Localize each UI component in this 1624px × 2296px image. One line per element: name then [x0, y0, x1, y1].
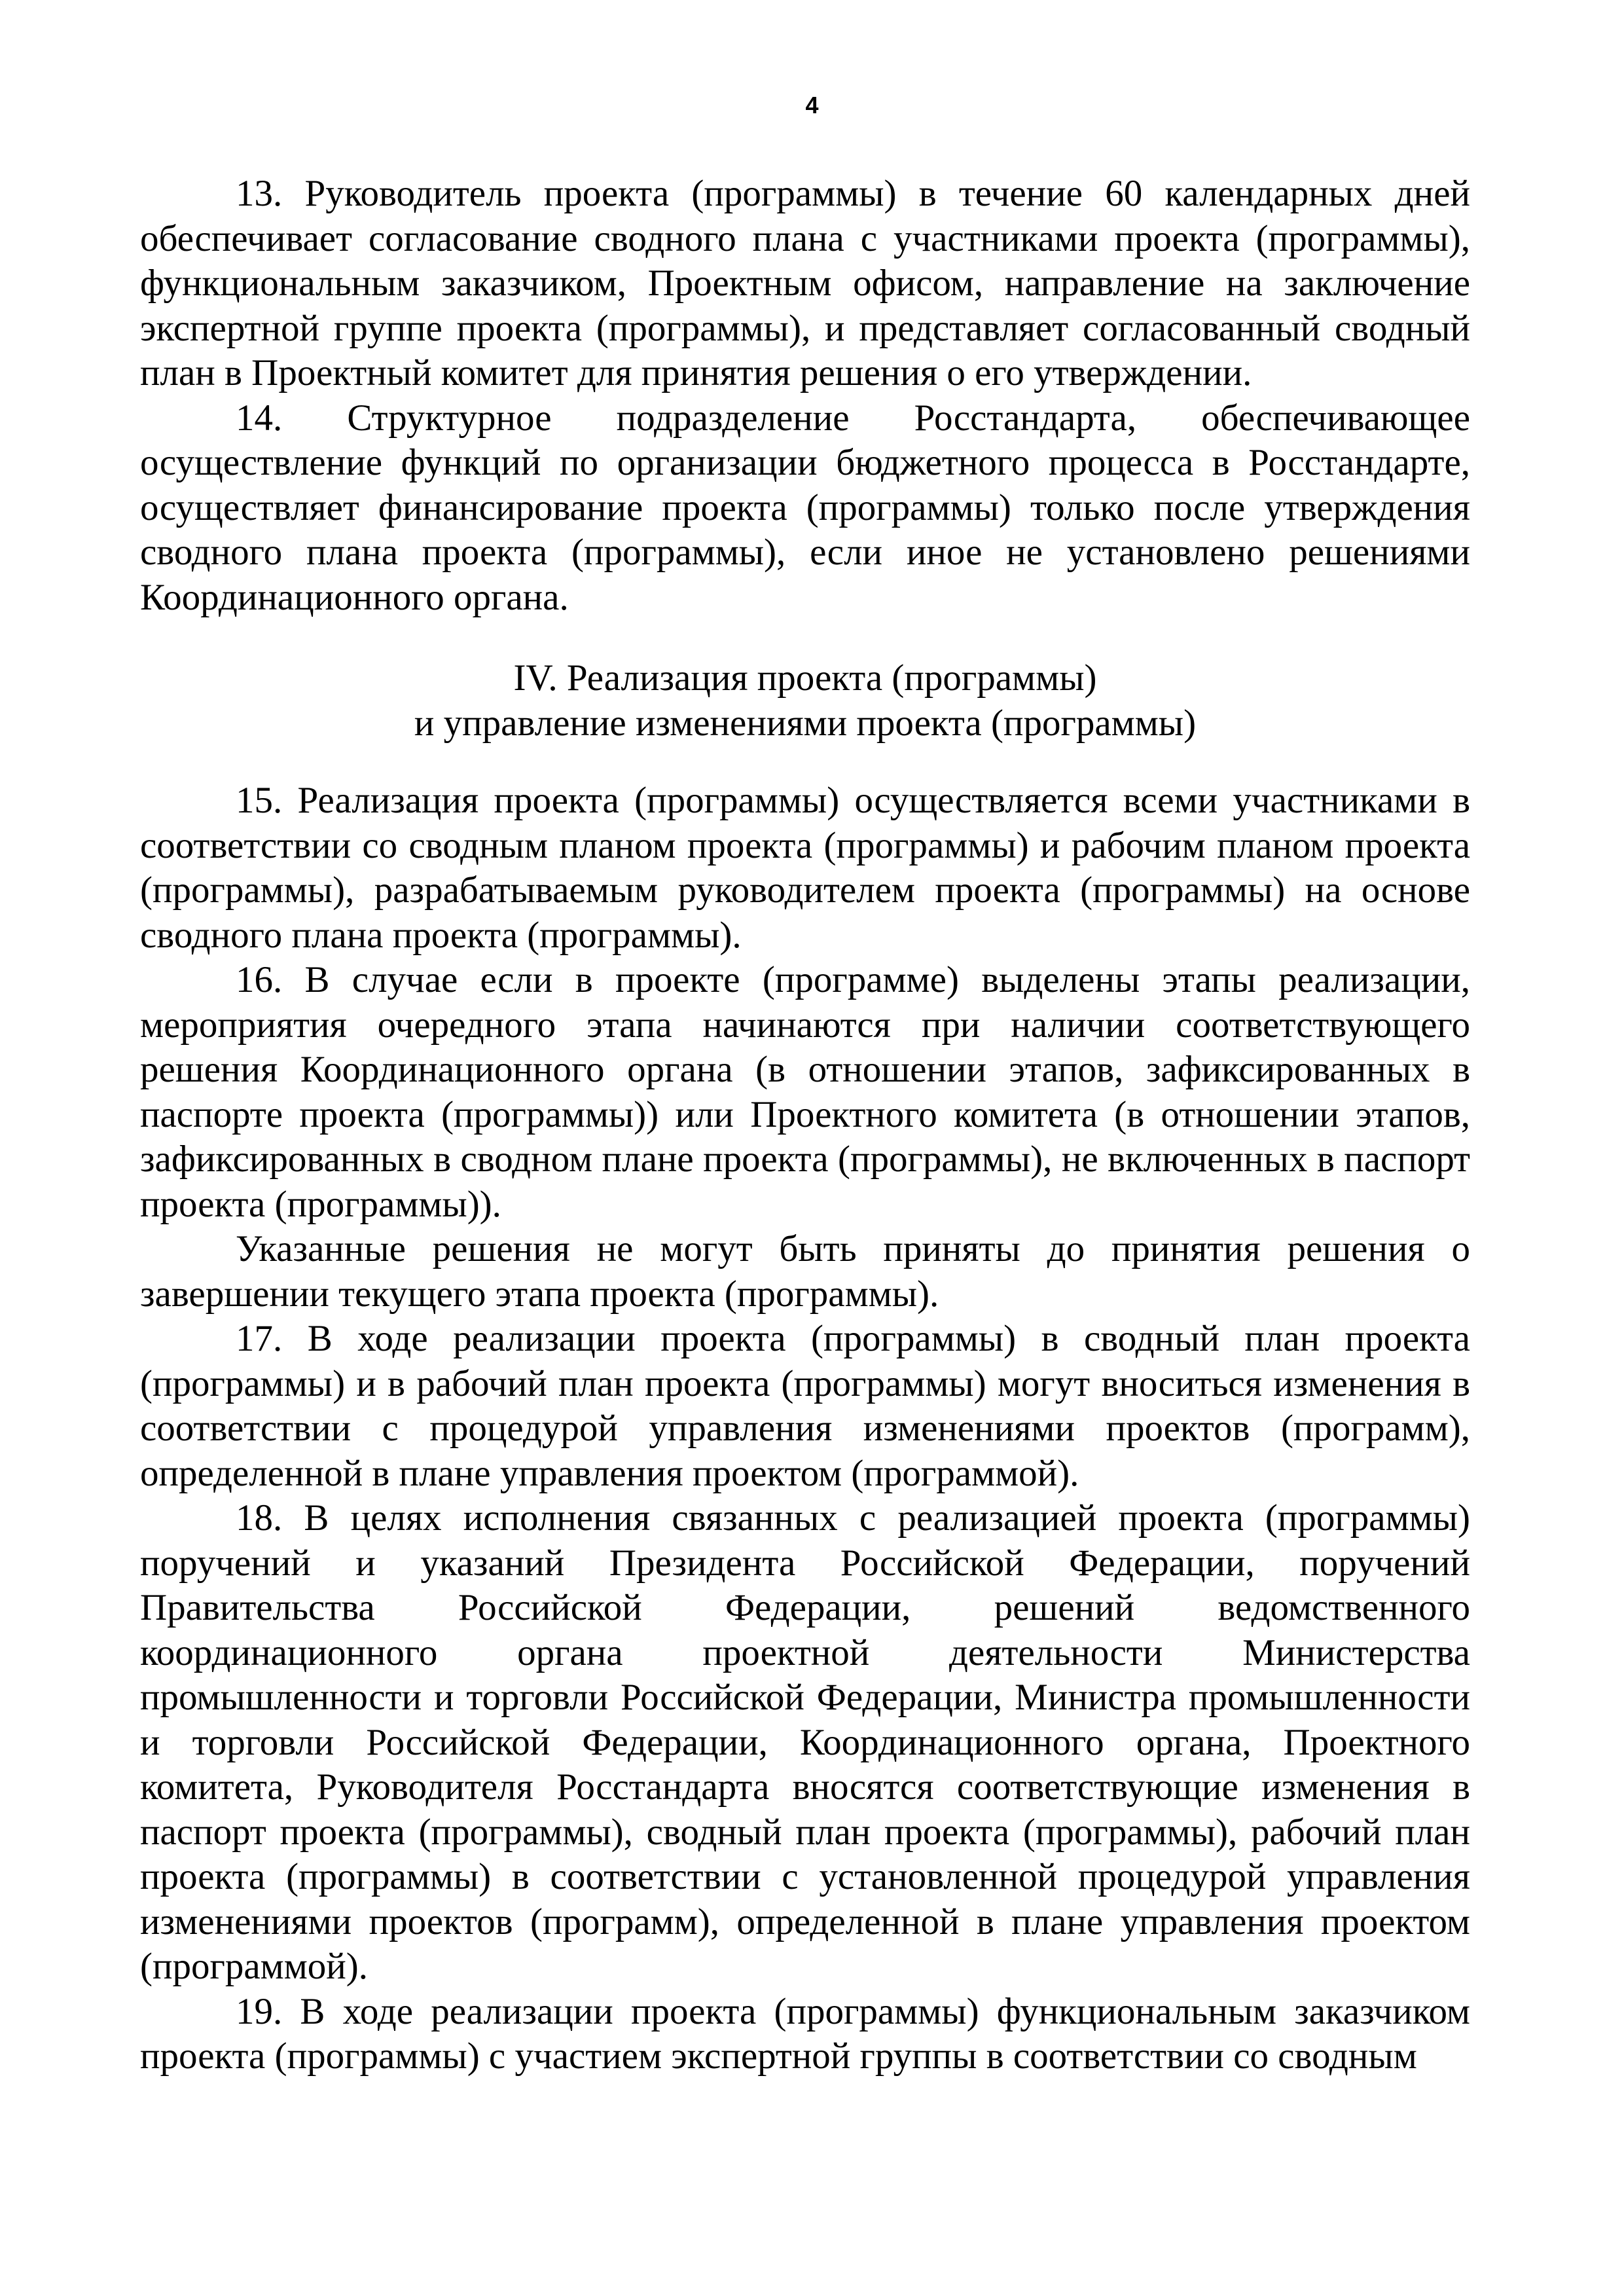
paragraph-16: 16. В случае если в проекте (программе) выделены этапы реализации, мероприятия очередного этапа начинаются при наличии соответствующего решения Координационного органа (в отношении этапов, зафиксированных в паспорте проекта (программы)) или Проектного комитета (в отношении этапов, зафиксированных в сводном плане проекта (программы), не включенных в паспорт проекта (программы)). [140, 959, 1470, 1225]
paragraph-18: 18. В целях исполнения связанных с реализацией проекта (программы) поручений и указаний Президента Российской Федерации, поручений Правительства Российской Федерации, решений ведомственного координационного органа проектной деятельности Министерства промышленности и торговли Российской Федерации, Министра промышленности и торговли Российской Федерации, Координационного органа, Проектного комитета, Руководителя Росстандарта вносятся соответствующие изменения в паспорт проекта (программы), сводный план проекта (программы), рабочий план проекта (программы) в соответствии с установленной процедурой управления изменениями проектов (программ), определенной в плане управления проектом (программой). [140, 1497, 1470, 1987]
section-heading [140, 656, 1470, 746]
section-heading-line-1: IV. Реализация проекта (программы) [513, 657, 1097, 699]
paragraph-15: 15. Реализация проекта (программы) осуществляется всеми участниками в соответствии со сводным планом проекта (программы) и рабочим планом проекта (программы), разрабатываемым руководителем проекта (программы) на основе сводного плана проекта (программы). [140, 780, 1470, 956]
paragraph-16-note: Указанные решения не могут быть приняты до принятия решения о завершении текущего этапа проекта (программы). [140, 1228, 1470, 1315]
paragraph-19: 19. В ходе реализации проекта (программы) функциональным заказчиком проекта (программы) с участием экспертной группы в соответствии со сводным [140, 1990, 1470, 2077]
document-body [140, 172, 1470, 2079]
section-heading-line-2: и управление изменениями проекта (программы) [414, 702, 1197, 744]
paragraph-17: 17. В ходе реализации проекта (программы) в сводный план проекта (программы) и в рабочий план проекта (программы) могут вноситься изменения в соответствии с процедурой управления изменениями проектов (программ), определенной в плане управления проектом (программой). [140, 1318, 1470, 1494]
paragraph-14: 14. Структурное подразделение Росстандарта, обеспечивающее осуществление функций по организации бюджетного процесса в Росстандарте, осуществляет финансирование проекта (программы) только после утверждения сводного плана проекта (программы), если иное не установлено решениями Координационного органа. [140, 397, 1470, 618]
page-number: 4 [805, 92, 819, 118]
paragraph-13: 13. Руководитель проекта (программы) в течение 60 календарных дней обеспечивает согласование сводного плана с участниками проекта (программы), функциональным заказчиком, Проектным офисом, направление на заключение экспертной группе проекта (программы), и представляет согласованный сводный план в Проектный комитет для принятия решения о его утверждении. [140, 173, 1470, 393]
